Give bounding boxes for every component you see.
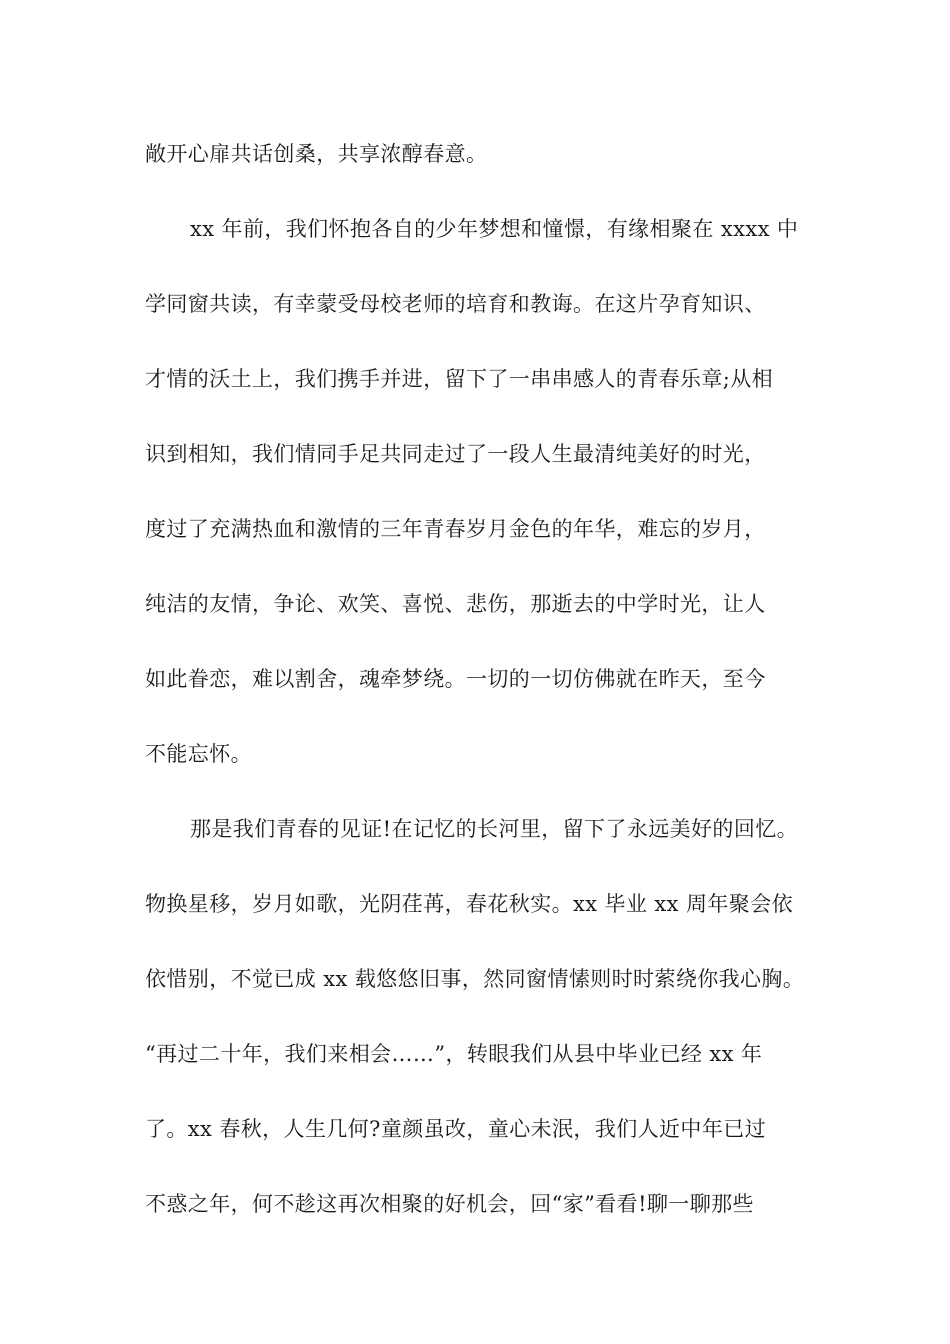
text-line: 依惜别，不觉已成 xx 载悠悠旧事，然同窗情愫则时时萦绕你我心胸。 [145,967,805,991]
text-line: 敞开心扉共话创桑，共享浓醇春意。 [145,142,488,166]
text-line: 才情的沃土上，我们携手并进，留下了一串串感人的青春乐章;从相 [145,367,774,391]
text-line: 学同窗共读，有幸蒙受母校老师的培育和教诲。在这片孕育知识、 [145,292,766,316]
text-line: 物换星移，岁月如歌，光阴荏苒，春花秋实。xx 毕业 xx 周年聚会依 [145,892,793,916]
text-line: 了。xx 春秋，人生几何?童颜虽改，童心未泯，我们人近中年已过 [145,1117,767,1141]
text-line: 如此眷恋，难以割舍，魂牵梦绕。一切的一切仿佛就在昨天，至今 [145,667,766,691]
paragraph-start-line: xx 年前，我们怀抱各自的少年梦想和憧憬，有缘相聚在 xxxx 中 [190,217,799,241]
text-line: 不能忘怀。 [145,742,252,766]
text-line: 度过了充满热血和激情的三年青春岁月金色的年华，难忘的岁月， [145,517,766,541]
text-line: 识到相知，我们情同手足共同走过了一段人生最清纯美好的时光， [145,442,766,466]
text-line: “再过二十年，我们来相会……”，转眼我们从县中毕业已经 xx 年 [145,1042,763,1066]
text-line: 纯洁的友情，争论、欢笑、喜悦、悲伤，那逝去的中学时光，让人 [145,592,766,616]
text-line: 不惑之年，何不趁这再次相聚的好机会，回“家”看看!聊一聊那些 [145,1192,754,1216]
paragraph-start-line: 那是我们青春的见证!在记忆的长河里，留下了永远美好的回忆。 [190,817,799,841]
